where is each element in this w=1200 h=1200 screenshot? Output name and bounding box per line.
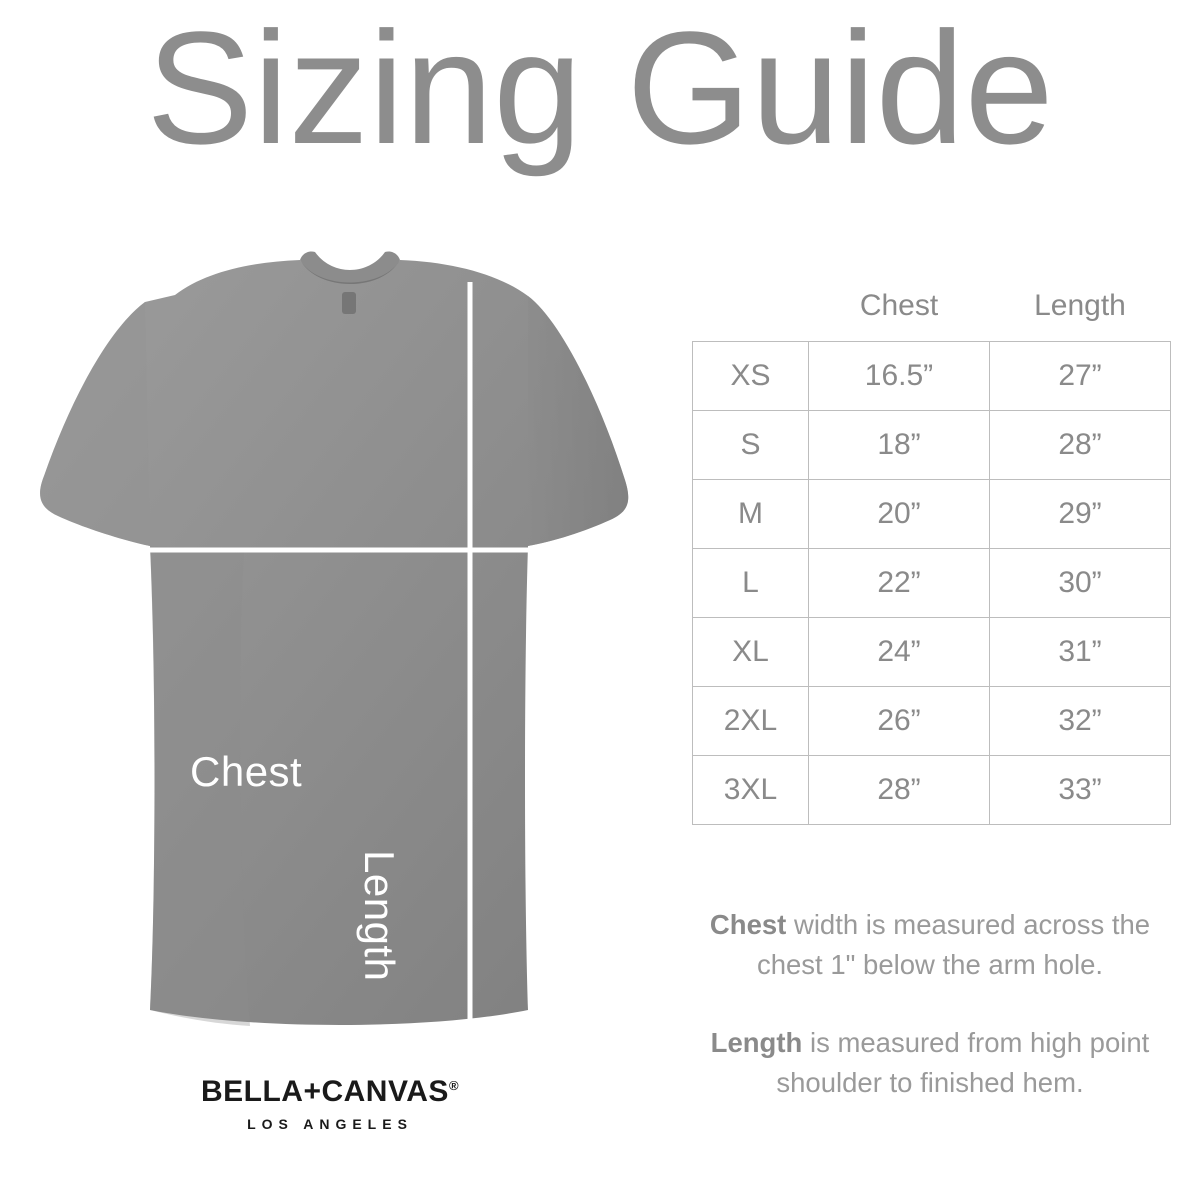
cell-chest: 20”	[809, 480, 990, 549]
size-table-head	[693, 288, 1171, 342]
cell-size: L	[693, 549, 809, 618]
brand-subtitle: LOS ANGELES	[247, 1116, 413, 1132]
header-size	[693, 288, 809, 342]
cell-length: 33”	[990, 756, 1171, 825]
table-header-row	[693, 288, 1171, 342]
cell-chest: 18”	[809, 411, 990, 480]
table-row	[693, 687, 1171, 756]
cell-size: M	[693, 480, 809, 549]
cell-chest: 26”	[809, 687, 990, 756]
size-table-container	[692, 288, 1170, 825]
measurement-guides	[0, 250, 660, 1050]
cell-length: 32”	[990, 687, 1171, 756]
table-row	[693, 480, 1171, 549]
cell-length: 29”	[990, 480, 1171, 549]
cell-size: S	[693, 411, 809, 480]
table-row	[693, 342, 1171, 411]
page-title: Sizing Guide	[146, 0, 1054, 177]
note-chest-text: width is measured across the chest 1" below the arm hole.	[756, 909, 1151, 980]
size-table-body	[693, 342, 1171, 825]
size-table	[692, 288, 1171, 825]
registered-mark: ®	[448, 1078, 460, 1093]
cell-size: XL	[693, 618, 809, 687]
length-measure-label: Length	[356, 850, 403, 982]
header-chest: Chest	[859, 289, 939, 322]
note-length-lead: Length	[710, 1026, 803, 1058]
chest-measure-label: Chest	[190, 748, 303, 795]
cell-chest: 16.5”	[809, 342, 990, 411]
table-row	[693, 549, 1171, 618]
tshirt-illustration	[0, 250, 660, 1050]
header-length: Length	[1034, 289, 1126, 322]
cell-length: 30”	[990, 549, 1171, 618]
note-chest	[690, 905, 1170, 985]
cell-size: 2XL	[693, 687, 809, 756]
cell-length: 28”	[990, 411, 1171, 480]
cell-size: XS	[693, 342, 809, 411]
note-length	[690, 1023, 1170, 1103]
table-row	[693, 411, 1171, 480]
cell-chest: 22”	[809, 549, 990, 618]
cell-chest: 28”	[809, 756, 990, 825]
cell-chest: 24”	[809, 618, 990, 687]
brand-name	[130, 1075, 530, 1109]
cell-length: 31”	[990, 618, 1171, 687]
brand-name-text: BELLA+CANVAS	[200, 1075, 449, 1108]
table-row	[693, 756, 1171, 825]
cell-size: 3XL	[693, 756, 809, 825]
cell-length: 27”	[990, 342, 1171, 411]
note-length-text: is measured from high point shoulder to finished hem.	[776, 1026, 1150, 1098]
note-chest-lead: Chest	[709, 909, 787, 940]
brand-logo	[130, 1065, 530, 1144]
table-row	[693, 618, 1171, 687]
measurement-notes	[690, 905, 1170, 1141]
